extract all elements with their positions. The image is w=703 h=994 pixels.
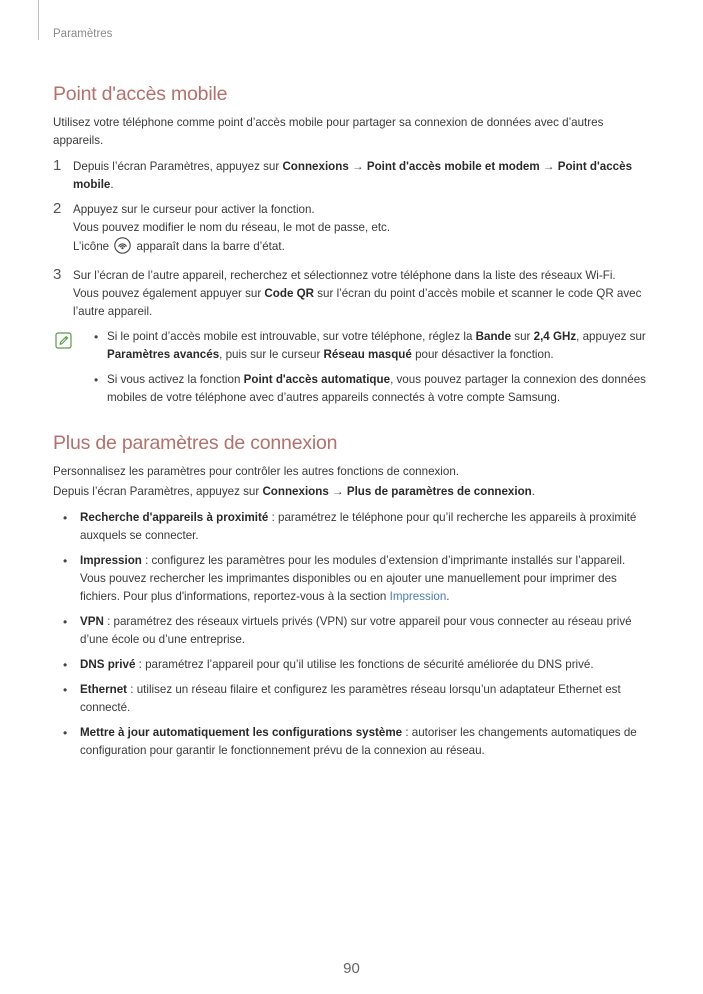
list-item: • VPN : paramétrez des réseaux virtuels privés (VPN) sur votre appareil pour vous connecter au réseau privé d’une école ou d’une entreprise. — [53, 613, 651, 649]
menu-hotspot: Point d'accès mobile — [73, 160, 633, 191]
list-item: • DNS privé : paramétrez l’appareil pour qu’il utilise les fonctions de sécurité améliorée du DNS privé. — [53, 656, 651, 674]
qr-code-option: Code QR — [264, 287, 315, 300]
list-item: • Mettre à jour automatiquement les configurations système : autoriser les changements automatiques de configuration pour garantir le fonctionnement prévu de la connexion au réseau. — [53, 724, 651, 760]
section-title-more-settings: Plus de paramètres de connexion — [53, 432, 338, 454]
step-1: 1 Depuis l’écran Paramètres, appuyez sur Connexions → Point d'accès mobile et modem → Point d'accès mobile. — [53, 157, 633, 191]
step-2: 2 Appuyez sur le curseur pour activer la fonction. Vous pouvez modifier le nom du réseau, le mot de passe, etc. L’icône apparaît dans la barre d’état. — [53, 201, 651, 260]
header-rule — [38, 0, 39, 40]
list-item: • Ethernet : utilisez un réseau filaire et configurez les paramètres réseau lorsqu’un adaptateur Ethernet est connecté. — [53, 681, 651, 717]
more-settings-path: Depuis l’écran Paramètres, appuyez sur Connexions → Plus de paramètres de connexion. — [53, 485, 535, 498]
page-content — [53, 80, 651, 767]
menu-hotspot-modem: Point d'accès mobile et modem — [366, 160, 540, 173]
step-number: 3 — [53, 266, 62, 283]
menu-connexions: Connexions — [282, 160, 349, 173]
more-settings-list — [53, 509, 651, 760]
running-header: Paramètres — [53, 28, 113, 40]
page-number: 90 — [343, 960, 360, 977]
section-title-hotspot: Point d'accès mobile — [53, 83, 228, 105]
note-pencil-icon — [55, 332, 72, 355]
more-settings-intro: Personnalisez les paramètres pour contrôler les autres fonctions de connexion. — [53, 465, 460, 478]
hotspot-note — [53, 328, 651, 407]
note-item: • Si vous activez la fonction Point d'accès automatique, vous pouvez partager la connexion des données mobiles de votre téléphone avec d’autres appareils connectés à votre compte Samsung. — [88, 371, 651, 407]
note-item: • Si le point d’accès mobile est introuvable, sur votre téléphone, réglez la Bande sur 2,4 GHz, appuyez sur Paramètres avancés, puis sur le curseur Réseau masqué pour désactiver la fonction. — [88, 328, 651, 364]
hotspot-steps — [53, 158, 651, 321]
section-more-connection-settings — [53, 429, 651, 760]
step-number: 1 — [53, 157, 62, 174]
step-number: 2 — [53, 200, 62, 217]
step-3: 3 Sur l’écran de l’autre appareil, recherchez et sélectionnez votre téléphone dans la liste des réseaux Wi-Fi. Vous pouvez également appuyer sur Code QR sur l’écran du point d’accès mobile et scanner le code QR avec l’autre appareil. — [53, 266, 642, 318]
note-list — [88, 328, 651, 407]
hotspot-icon — [114, 237, 131, 260]
hotspot-intro: Utilisez votre téléphone comme point d’accès mobile pour partager sa connexion de données avec d’autres appareils. — [53, 116, 604, 147]
list-item: • Impression : configurez les paramètres pour les modules d’extension d’imprimante installés sur l’appareil. Vous pouvez rechercher les imprimantes disponibles ou en ajouter une manuellement pour imprimer des fichiers. Pour plus d'informations, reportez-vous à la section Impression. — [53, 552, 651, 606]
impression-link[interactable]: Impression — [389, 590, 447, 603]
list-item: • Recherche d'appareils à proximité : paramétrez le téléphone pour qu’il recherche les appareils à proximité auxquels se connecter. — [53, 509, 651, 545]
